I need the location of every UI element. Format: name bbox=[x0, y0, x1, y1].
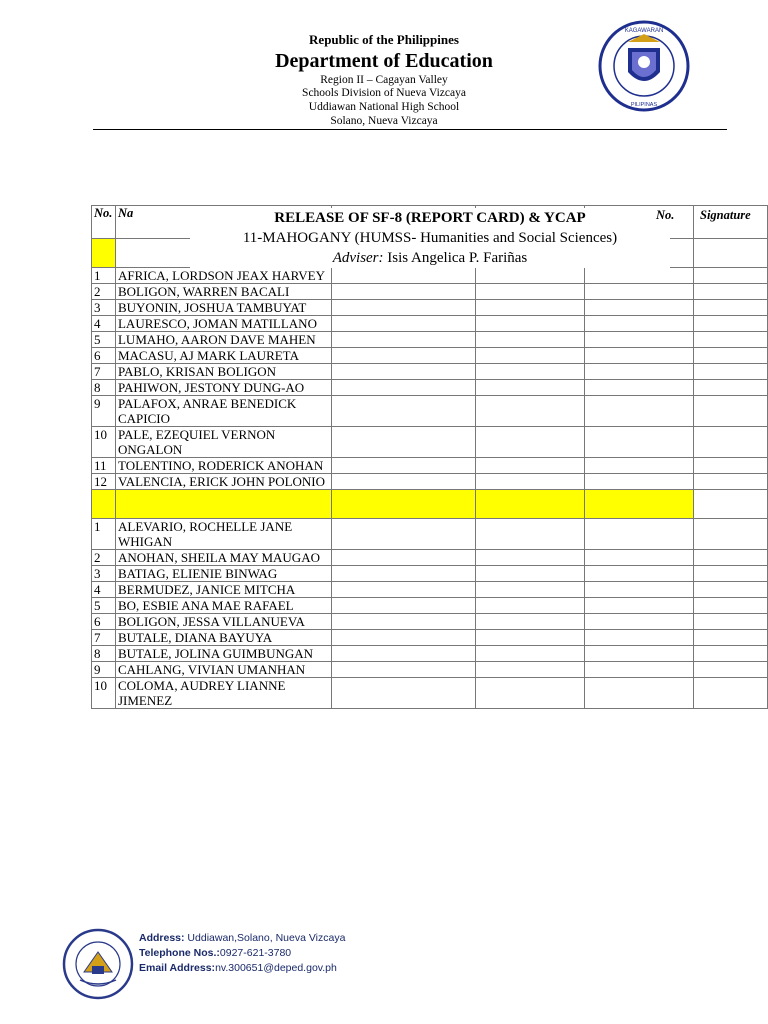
student-name: BUYONIN, JOSHUA TAMBUYAT bbox=[115, 300, 331, 316]
footer-phone: Telephone Nos.:0927-621-3780 bbox=[139, 947, 292, 959]
table-row bbox=[92, 678, 768, 709]
table-row bbox=[92, 396, 768, 427]
row-number: 8 bbox=[92, 380, 116, 396]
row-number: 9 bbox=[92, 662, 116, 678]
row-number: 7 bbox=[92, 364, 116, 380]
republic-line: Republic of the Philippines bbox=[309, 32, 459, 47]
location-line: Solano, Nueva Vizcaya bbox=[330, 115, 438, 127]
row-number: 10 bbox=[92, 678, 116, 709]
table-row bbox=[92, 364, 768, 380]
adviser-label: Adviser: bbox=[332, 250, 384, 266]
row-number: 1 bbox=[92, 519, 116, 550]
row-number: 6 bbox=[92, 348, 116, 364]
row-number: 8 bbox=[92, 646, 116, 662]
table-row bbox=[92, 519, 768, 550]
table-row bbox=[92, 268, 768, 284]
student-name: TOLENTINO, RODERICK ANOHAN bbox=[115, 458, 331, 474]
row-number: 10 bbox=[92, 427, 116, 458]
row-number: 2 bbox=[92, 284, 116, 300]
student-name: BOLIGON, JESSA VILLANUEVA bbox=[115, 614, 331, 630]
row-number: 12 bbox=[92, 474, 116, 490]
table-row bbox=[92, 332, 768, 348]
row-number: 5 bbox=[92, 598, 116, 614]
row-number: 6 bbox=[92, 614, 116, 630]
header-no: No. bbox=[92, 206, 116, 239]
student-name: COLOMA, AUDREY LIANNE JIMENEZ bbox=[115, 678, 331, 709]
table-row bbox=[92, 662, 768, 678]
row-number: 3 bbox=[92, 566, 116, 582]
student-name: BATIAG, ELIENIE BINWAG bbox=[115, 566, 331, 582]
table-row bbox=[92, 582, 768, 598]
roster-table bbox=[91, 205, 768, 709]
division-line: Schools Division of Nueva Vizcaya bbox=[302, 87, 466, 99]
header-name: Na bbox=[115, 206, 331, 239]
footer-contact bbox=[139, 931, 345, 976]
adviser-name: Isis Angelica P. Fariñas bbox=[387, 250, 528, 266]
school-line: Uddiawan National High School bbox=[308, 101, 460, 113]
region-line: Region II – Cagayan Valley bbox=[320, 74, 448, 86]
row-number: 9 bbox=[92, 396, 116, 427]
row-number: 5 bbox=[92, 332, 116, 348]
student-name: ANOHAN, SHEILA MAY MAUGAO bbox=[115, 550, 331, 566]
table-row bbox=[92, 550, 768, 566]
student-name: BUTALE, DIANA BAYUYA bbox=[115, 630, 331, 646]
row-number: 4 bbox=[92, 582, 116, 598]
release-heading bbox=[190, 208, 670, 268]
table-row bbox=[92, 630, 768, 646]
release-title: RELEASE OF SF-8 (REPORT CARD) & YCAP bbox=[274, 210, 586, 226]
row-number: 3 bbox=[92, 300, 116, 316]
student-name: BO, ESBIE ANA MAE RAFAEL bbox=[115, 598, 331, 614]
svg-text:KAGAWARAN: KAGAWARAN bbox=[624, 28, 664, 34]
header-signature: Signature bbox=[700, 208, 751, 222]
table-row bbox=[92, 427, 768, 458]
adviser-line bbox=[190, 248, 670, 268]
student-name: LAURESCO, JOMAN MATILLANO bbox=[115, 316, 331, 332]
student-name: PALE, EZEQUIEL VERNON ONGALON bbox=[115, 427, 331, 458]
table-row bbox=[92, 316, 768, 332]
svg-text:PILIPINAS: PILIPINAS bbox=[630, 102, 658, 108]
student-name: PAHIWON, JESTONY DUNG-AO bbox=[115, 380, 331, 396]
footer-email: Email Address:nv.300651@deped.gov.ph bbox=[139, 962, 337, 974]
table-row bbox=[92, 380, 768, 396]
row-number: 1 bbox=[92, 268, 116, 284]
table-row bbox=[92, 300, 768, 316]
student-name: AFRICA, LORDSON JEAX HARVEY bbox=[115, 268, 331, 284]
student-name: PABLO, KRISAN BOLIGON bbox=[115, 364, 331, 380]
department-title: Department of Education bbox=[275, 50, 493, 72]
footer-address: Address: Uddiawan,Solano, Nueva Vizcaya bbox=[139, 932, 346, 944]
header-divider bbox=[93, 129, 727, 130]
school-logo-icon bbox=[62, 928, 134, 1000]
row-number: 7 bbox=[92, 630, 116, 646]
student-name: VALENCIA, ERICK JOHN POLONIO bbox=[115, 474, 331, 490]
student-name: ALEVARIO, ROCHELLE JANE WHIGAN bbox=[115, 519, 331, 550]
table-row bbox=[92, 474, 768, 490]
header-no-2: No. bbox=[656, 208, 675, 222]
student-name: BOLIGON, WARREN BACALI bbox=[115, 284, 331, 300]
table-row bbox=[92, 284, 768, 300]
student-name: LUMAHO, AARON DAVE MAHEN bbox=[115, 332, 331, 348]
table-row bbox=[92, 458, 768, 474]
row-number: 11 bbox=[92, 458, 116, 474]
student-name: CAHLANG, VIVIAN UMANHAN bbox=[115, 662, 331, 678]
table-row bbox=[92, 566, 768, 582]
student-name: BERMUDEZ, JANICE MITCHA bbox=[115, 582, 331, 598]
table-row bbox=[92, 614, 768, 630]
student-name: MACASU, AJ MARK LAURETA bbox=[115, 348, 331, 364]
row-number: 2 bbox=[92, 550, 116, 566]
table-row bbox=[92, 348, 768, 364]
table-row bbox=[92, 646, 768, 662]
student-name: BUTALE, JOLINA GUIMBUNGAN bbox=[115, 646, 331, 662]
row-number: 4 bbox=[92, 316, 116, 332]
table-row bbox=[92, 598, 768, 614]
girls-separator-row bbox=[92, 490, 768, 519]
deped-seal-icon bbox=[598, 20, 690, 112]
section-label: 11-MAHOGANY (HUMSS- Humanities and Social Sciences) bbox=[242, 230, 618, 246]
student-name: PALAFOX, ANRAE BENEDICK CAPICIO bbox=[115, 396, 331, 427]
